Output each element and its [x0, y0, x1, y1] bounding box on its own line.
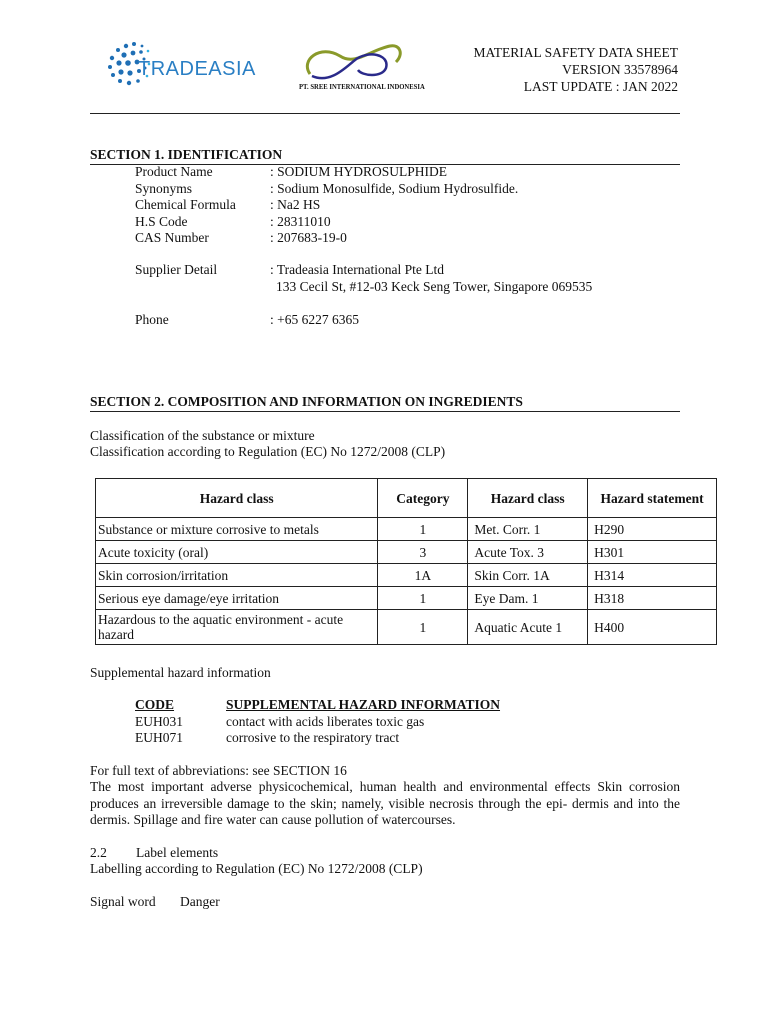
sree-logo-text: PT. SREE INTERNATIONAL INDONESIA	[299, 83, 425, 91]
hazard-statement-cell: H314	[588, 564, 717, 587]
cas-number-label: CAS Number	[135, 230, 209, 245]
phone-label: Phone	[135, 312, 169, 327]
col-category: Category	[378, 479, 468, 518]
hazard-class-cell: Hazardous to the aquatic environment - acute hazard	[96, 610, 378, 645]
label-title: Label elements	[136, 845, 219, 860]
supplier-address: 133 Cecil St, #12-03 Keck Seng Tower, Singapore 069535	[276, 279, 593, 294]
col-hazard-class-code: Hazard class	[468, 479, 588, 518]
classification-line1: Classification of the substance or mixture	[90, 428, 315, 443]
col-hazard-class: Hazard class	[96, 479, 378, 518]
section2-title: SECTION 2. COMPOSITION AND INFORMATION ON INGREDIENTS	[90, 394, 523, 409]
hazard-code-cell: Skin Corr. 1A	[468, 564, 588, 587]
chemical-formula-value: : Na2 HS	[270, 197, 321, 212]
table-row	[96, 518, 717, 541]
category-cell: 3	[378, 541, 468, 564]
synonyms-value: : Sodium Monosulfide, Sodium Hydrosulfide.	[270, 181, 519, 196]
table-row	[96, 587, 717, 610]
table-row	[96, 564, 717, 587]
cas-number-value: : 207683-19-0	[270, 230, 347, 245]
hazard-code-cell: Eye Dam. 1	[468, 587, 588, 610]
table-row	[96, 610, 717, 645]
tradeasia-logo-text: TRADEASIA	[138, 58, 256, 80]
hazard-code-cell: Acute Tox. 3	[468, 541, 588, 564]
supp-info-cell: contact with acids liberates toxic gas	[226, 714, 425, 729]
product-name-label: Product Name	[135, 164, 213, 179]
supp-code-cell: EUH031	[135, 714, 183, 729]
adverse-effects-paragraph: The most important adverse physicochemical, human health and environmental effects Skin corrosion produces an irreversible damage to the skin; namely, visible necrosis through the epi- dermis and into the dermis. Spillage and fire water can cause pollution of watercourses.	[90, 779, 680, 827]
supp-header-info: SUPPLEMENTAL HAZARD INFORMATION	[226, 697, 501, 712]
hazard-class-cell: Skin corrosion/irritation	[96, 564, 378, 587]
full-text-note: For full text of abbreviations: see SECTION 16	[90, 763, 347, 778]
synonyms-label: Synonyms	[135, 181, 193, 196]
hazard-code-cell: Met. Corr. 1	[468, 518, 588, 541]
phone-value: : +65 6227 6365	[270, 312, 359, 327]
col-hazard-statement: Hazard statement	[588, 479, 717, 518]
classification-line2: Classification according to Regulation (EC) No 1272/2008 (CLP)	[90, 444, 446, 459]
header-divider	[90, 113, 680, 114]
section2-divider	[90, 411, 680, 412]
sree-swoosh-icon	[300, 40, 410, 84]
supplier-label: Supplier Detail	[135, 262, 218, 277]
hs-code-value: : 28311010	[270, 214, 331, 229]
hazard-class-cell: Substance or mixture corrosive to metals	[96, 518, 378, 541]
document-title: MATERIAL SAFETY DATA SHEET	[473, 45, 678, 60]
signal-word-value: Danger	[180, 894, 220, 909]
section1-title: SECTION 1. IDENTIFICATION	[90, 147, 283, 162]
hazard-statement-cell: H400	[588, 610, 717, 645]
hazard-table-header	[96, 479, 717, 518]
hazard-class-cell: Serious eye damage/eye irritation	[96, 587, 378, 610]
document-header	[473, 44, 678, 95]
hazard-class-cell: Acute toxicity (oral)	[96, 541, 378, 564]
signal-word-label: Signal word	[90, 894, 156, 909]
category-cell: 1	[378, 610, 468, 645]
label-number: 2.2	[90, 845, 107, 860]
last-update: LAST UPDATE : JAN 2022	[523, 79, 678, 94]
hazard-statement-cell: H290	[588, 518, 717, 541]
hazard-statement-cell: H318	[588, 587, 717, 610]
product-name-value: : SODIUM HYDROSULPHIDE	[270, 164, 448, 179]
table-row	[96, 541, 717, 564]
supp-info-cell: corrosive to the respiratory tract	[226, 730, 400, 745]
labelling-line: Labelling according to Regulation (EC) No 1272/2008 (CLP)	[90, 861, 423, 876]
category-cell: 1	[378, 518, 468, 541]
hs-code-label: H.S Code	[135, 214, 188, 229]
chemical-formula-label: Chemical Formula	[135, 197, 236, 212]
supplier-name: : Tradeasia International Pte Ltd	[270, 262, 444, 277]
category-cell: 1A	[378, 564, 468, 587]
supp-header-code: CODE	[135, 697, 175, 712]
hazard-statement-cell: H301	[588, 541, 717, 564]
document-version: VERSION 33578964	[562, 62, 678, 77]
supp-code-cell: EUH071	[135, 730, 183, 745]
category-cell: 1	[378, 587, 468, 610]
hazard-table	[95, 478, 717, 645]
hazard-code-cell: Aquatic Acute 1	[468, 610, 588, 645]
supplemental-title: Supplemental hazard information	[90, 665, 271, 680]
